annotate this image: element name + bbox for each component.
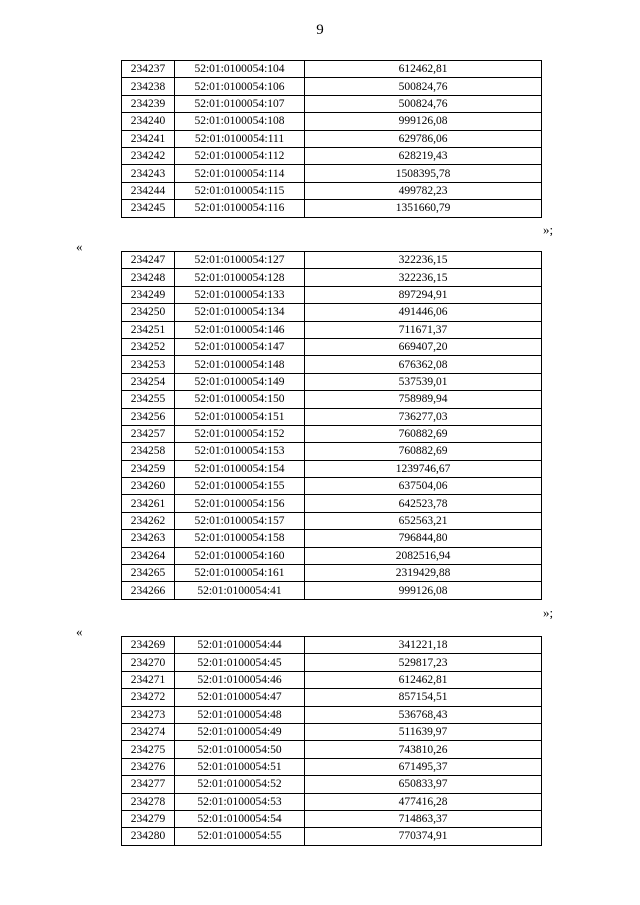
record-number-cell: 234259 bbox=[122, 460, 175, 477]
cadastral-value-cell: 897294,91 bbox=[305, 286, 542, 303]
record-number-cell: 234265 bbox=[122, 565, 175, 582]
cadastral-number-cell: 52:01:0100054:52 bbox=[175, 776, 305, 793]
cadastral-number-cell: 52:01:0100054:111 bbox=[175, 130, 305, 147]
table-row bbox=[122, 810, 542, 827]
table-row bbox=[122, 356, 542, 373]
table-row bbox=[122, 200, 542, 217]
record-number-cell: 234277 bbox=[122, 776, 175, 793]
record-number-cell: 234239 bbox=[122, 95, 175, 112]
table-row bbox=[122, 741, 542, 758]
table-row bbox=[122, 654, 542, 671]
cadastral-value-cell: 671495,37 bbox=[305, 758, 542, 775]
cadastral-number-cell: 52:01:0100054:49 bbox=[175, 723, 305, 740]
table-row bbox=[122, 165, 542, 182]
cadastral-value-cell: 511639,97 bbox=[305, 723, 542, 740]
cadastral-value-cell: 500824,76 bbox=[305, 95, 542, 112]
cadastral-value-cell: 857154,51 bbox=[305, 689, 542, 706]
cadastral-value-cell: 341221,18 bbox=[305, 637, 542, 654]
cadastral-value-cell: 760882,69 bbox=[305, 443, 542, 460]
record-number-cell: 234264 bbox=[122, 547, 175, 564]
cadastral-value-cell: 529817,23 bbox=[305, 654, 542, 671]
table-row bbox=[122, 637, 542, 654]
cadastral-number-cell: 52:01:0100054:147 bbox=[175, 338, 305, 355]
record-number-cell: 234237 bbox=[122, 61, 175, 78]
cadastral-number-cell: 52:01:0100054:46 bbox=[175, 671, 305, 688]
cadastral-value-cell: 652563,21 bbox=[305, 512, 542, 529]
record-number-cell: 234253 bbox=[122, 356, 175, 373]
table-row bbox=[122, 61, 542, 78]
cadastral-value-cell: 477416,28 bbox=[305, 793, 542, 810]
record-number-cell: 234261 bbox=[122, 495, 175, 512]
cadastral-number-cell: 52:01:0100054:41 bbox=[175, 582, 305, 599]
cadastral-number-cell: 52:01:0100054:155 bbox=[175, 478, 305, 495]
page-number: 9 bbox=[316, 22, 324, 38]
cadastral-number-cell: 52:01:0100054:50 bbox=[175, 741, 305, 758]
table-row bbox=[122, 828, 542, 845]
cadastral-number-cell: 52:01:0100054:160 bbox=[175, 547, 305, 564]
cadastral-value-cell: 669407,20 bbox=[305, 338, 542, 355]
record-number-cell: 234241 bbox=[122, 130, 175, 147]
record-number-cell: 234257 bbox=[122, 425, 175, 442]
cadastral-number-cell: 52:01:0100054:54 bbox=[175, 810, 305, 827]
table-row bbox=[122, 478, 542, 495]
cadastral-number-cell: 52:01:0100054:158 bbox=[175, 530, 305, 547]
cadastral-value-cell: 491446,06 bbox=[305, 304, 542, 321]
record-number-cell: 234240 bbox=[122, 113, 175, 130]
cadastral-number-cell: 52:01:0100054:112 bbox=[175, 147, 305, 164]
table-row bbox=[122, 130, 542, 147]
record-number-cell: 234249 bbox=[122, 286, 175, 303]
table-row bbox=[122, 147, 542, 164]
table-row bbox=[122, 408, 542, 425]
table-row bbox=[122, 286, 542, 303]
cadastral-value-cell: 999126,08 bbox=[305, 113, 542, 130]
cadastral-number-cell: 52:01:0100054:114 bbox=[175, 165, 305, 182]
record-number-cell: 234244 bbox=[122, 182, 175, 199]
cadastral-number-cell: 52:01:0100054:157 bbox=[175, 512, 305, 529]
table-row bbox=[122, 78, 542, 95]
table-row bbox=[122, 582, 542, 599]
record-number-cell: 234266 bbox=[122, 582, 175, 599]
cadastral-value-cell: 536768,43 bbox=[305, 706, 542, 723]
cadastral-number-cell: 52:01:0100054:55 bbox=[175, 828, 305, 845]
cadastral-number-cell: 52:01:0100054:152 bbox=[175, 425, 305, 442]
cadastral-value-cell: 2082516,94 bbox=[305, 547, 542, 564]
table-row bbox=[122, 113, 542, 130]
table-row bbox=[122, 776, 542, 793]
cadastral-number-cell: 52:01:0100054:106 bbox=[175, 78, 305, 95]
table-row bbox=[122, 495, 542, 512]
table-row bbox=[122, 182, 542, 199]
table-row bbox=[122, 512, 542, 529]
cadastral-value-cell: 796844,80 bbox=[305, 530, 542, 547]
opening-quote-3: « bbox=[76, 624, 83, 639]
table-row bbox=[122, 425, 542, 442]
cadastral-value-cell: 612462,81 bbox=[305, 61, 542, 78]
table-row bbox=[122, 321, 542, 338]
record-number-cell: 234247 bbox=[122, 252, 175, 269]
cadastral-number-cell: 52:01:0100054:48 bbox=[175, 706, 305, 723]
cadastral-value-cell: 322236,15 bbox=[305, 252, 542, 269]
record-number-cell: 234258 bbox=[122, 443, 175, 460]
cadastral-value-cell: 650833,97 bbox=[305, 776, 542, 793]
cadastral-value-cell: 736277,03 bbox=[305, 408, 542, 425]
table-row bbox=[122, 304, 542, 321]
table-row bbox=[122, 338, 542, 355]
cadastral-number-cell: 52:01:0100054:150 bbox=[175, 391, 305, 408]
record-number-cell: 234275 bbox=[122, 741, 175, 758]
cadastral-value-cell: 1239746,67 bbox=[305, 460, 542, 477]
record-number-cell: 234263 bbox=[122, 530, 175, 547]
table-row bbox=[122, 443, 542, 460]
cadastral-number-cell: 52:01:0100054:154 bbox=[175, 460, 305, 477]
record-number-cell: 234250 bbox=[122, 304, 175, 321]
record-number-cell: 234238 bbox=[122, 78, 175, 95]
record-number-cell: 234270 bbox=[122, 654, 175, 671]
table-row bbox=[122, 269, 542, 286]
cadastral-number-cell: 52:01:0100054:153 bbox=[175, 443, 305, 460]
cadastral-value-cell: 500824,76 bbox=[305, 78, 542, 95]
cadastral-number-cell: 52:01:0100054:161 bbox=[175, 565, 305, 582]
cadastral-number-cell: 52:01:0100054:133 bbox=[175, 286, 305, 303]
record-number-cell: 234254 bbox=[122, 373, 175, 390]
record-number-cell: 234272 bbox=[122, 689, 175, 706]
table-row bbox=[122, 547, 542, 564]
record-number-cell: 234280 bbox=[122, 828, 175, 845]
cadastral-number-cell: 52:01:0100054:146 bbox=[175, 321, 305, 338]
cadastral-value-cell: 758989,94 bbox=[305, 391, 542, 408]
cadastral-number-cell: 52:01:0100054:127 bbox=[175, 252, 305, 269]
cadastral-number-cell: 52:01:0100054:47 bbox=[175, 689, 305, 706]
record-number-cell: 234252 bbox=[122, 338, 175, 355]
cadastral-number-cell: 52:01:0100054:116 bbox=[175, 200, 305, 217]
cadastral-number-cell: 52:01:0100054:156 bbox=[175, 495, 305, 512]
closing-quote-2: »; bbox=[543, 605, 554, 620]
record-number-cell: 234269 bbox=[122, 637, 175, 654]
table-row bbox=[122, 565, 542, 582]
cadastral-value-cell: 537539,01 bbox=[305, 373, 542, 390]
record-number-cell: 234243 bbox=[122, 165, 175, 182]
record-number-cell: 234262 bbox=[122, 512, 175, 529]
cadastral-number-cell: 52:01:0100054:45 bbox=[175, 654, 305, 671]
cadastral-value-cell: 642523,78 bbox=[305, 495, 542, 512]
cadastral-value-cell: 629786,06 bbox=[305, 130, 542, 147]
cadastral-value-cell: 676362,08 bbox=[305, 356, 542, 373]
table-row bbox=[122, 391, 542, 408]
cadastral-value-cell: 628219,43 bbox=[305, 147, 542, 164]
cadastral-value-cell: 1351660,79 bbox=[305, 200, 542, 217]
cadastral-number-cell: 52:01:0100054:53 bbox=[175, 793, 305, 810]
record-number-cell: 234251 bbox=[122, 321, 175, 338]
table-row bbox=[122, 706, 542, 723]
cadastral-table-3 bbox=[121, 636, 542, 846]
cadastral-value-cell: 322236,15 bbox=[305, 269, 542, 286]
table-row bbox=[122, 460, 542, 477]
cadastral-number-cell: 52:01:0100054:51 bbox=[175, 758, 305, 775]
record-number-cell: 234278 bbox=[122, 793, 175, 810]
cadastral-value-cell: 714863,37 bbox=[305, 810, 542, 827]
table-row bbox=[122, 252, 542, 269]
record-number-cell: 234242 bbox=[122, 147, 175, 164]
cadastral-number-cell: 52:01:0100054:44 bbox=[175, 637, 305, 654]
record-number-cell: 234260 bbox=[122, 478, 175, 495]
record-number-cell: 234274 bbox=[122, 723, 175, 740]
table-row bbox=[122, 723, 542, 740]
table-row bbox=[122, 373, 542, 390]
cadastral-value-cell: 2319429,88 bbox=[305, 565, 542, 582]
cadastral-number-cell: 52:01:0100054:108 bbox=[175, 113, 305, 130]
cadastral-number-cell: 52:01:0100054:134 bbox=[175, 304, 305, 321]
record-number-cell: 234256 bbox=[122, 408, 175, 425]
table-row bbox=[122, 758, 542, 775]
cadastral-number-cell: 52:01:0100054:104 bbox=[175, 61, 305, 78]
table-row bbox=[122, 793, 542, 810]
cadastral-value-cell: 1508395,78 bbox=[305, 165, 542, 182]
opening-quote-2: « bbox=[76, 239, 83, 254]
record-number-cell: 234255 bbox=[122, 391, 175, 408]
cadastral-value-cell: 760882,69 bbox=[305, 425, 542, 442]
cadastral-value-cell: 743810,26 bbox=[305, 741, 542, 758]
cadastral-number-cell: 52:01:0100054:148 bbox=[175, 356, 305, 373]
record-number-cell: 234248 bbox=[122, 269, 175, 286]
record-number-cell: 234271 bbox=[122, 671, 175, 688]
cadastral-value-cell: 499782,23 bbox=[305, 182, 542, 199]
cadastral-number-cell: 52:01:0100054:107 bbox=[175, 95, 305, 112]
cadastral-value-cell: 637504,06 bbox=[305, 478, 542, 495]
closing-quote-1: »; bbox=[543, 222, 554, 237]
table-row bbox=[122, 689, 542, 706]
cadastral-value-cell: 612462,81 bbox=[305, 671, 542, 688]
table-row bbox=[122, 95, 542, 112]
cadastral-table-1 bbox=[121, 60, 542, 218]
cadastral-value-cell: 770374,91 bbox=[305, 828, 542, 845]
table-row bbox=[122, 671, 542, 688]
cadastral-number-cell: 52:01:0100054:115 bbox=[175, 182, 305, 199]
cadastral-table-2 bbox=[121, 251, 542, 600]
cadastral-number-cell: 52:01:0100054:151 bbox=[175, 408, 305, 425]
cadastral-number-cell: 52:01:0100054:128 bbox=[175, 269, 305, 286]
record-number-cell: 234245 bbox=[122, 200, 175, 217]
record-number-cell: 234279 bbox=[122, 810, 175, 827]
record-number-cell: 234273 bbox=[122, 706, 175, 723]
cadastral-value-cell: 711671,37 bbox=[305, 321, 542, 338]
record-number-cell: 234276 bbox=[122, 758, 175, 775]
cadastral-value-cell: 999126,08 bbox=[305, 582, 542, 599]
table-row bbox=[122, 530, 542, 547]
cadastral-number-cell: 52:01:0100054:149 bbox=[175, 373, 305, 390]
